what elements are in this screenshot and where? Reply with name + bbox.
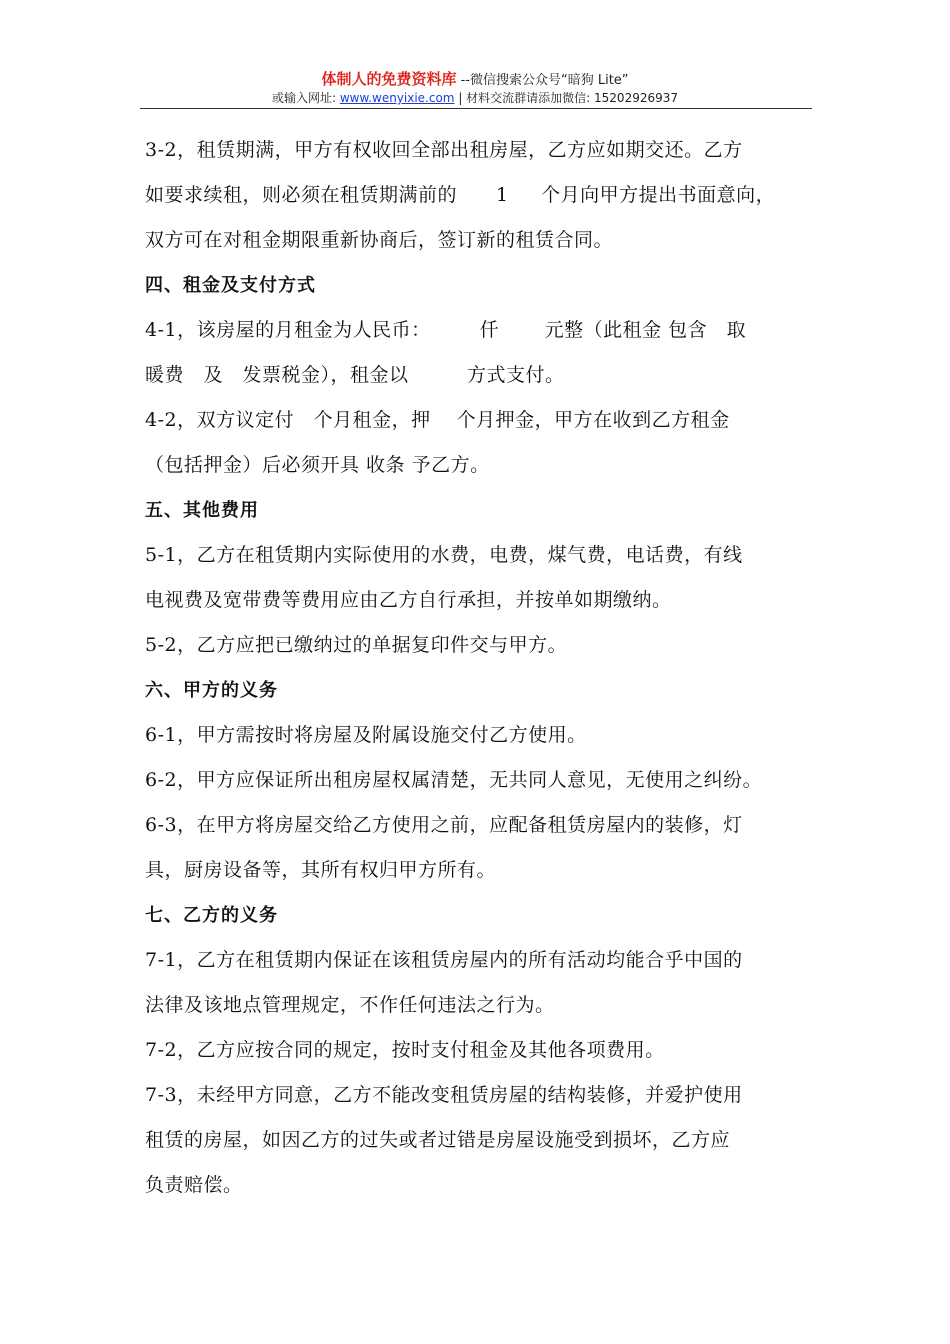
paragraph-line: 具，厨房设备等，其所有权归甲方所有。 [145, 859, 497, 881]
section-heading: 五、其他费用 [145, 500, 259, 521]
brand-title: 体制人的免费资料库 [321, 70, 457, 88]
header-title-line [0, 70, 950, 90]
header-divider [140, 108, 812, 109]
paragraph-line: 负责赔偿。 [145, 1174, 243, 1196]
paragraph-line: 电视费及宽带费等费用应由乙方自行承担，并按单如期缴纳。 [145, 589, 672, 611]
paragraph-line: 4-2，双方议定付 个月租金，押 个月押金，甲方在收到乙方租金 [145, 409, 730, 431]
contact-info: | 材料交流群请添加微信: 15202926937 [454, 91, 679, 105]
paragraph-line: （包括押金）后必须开具 收条 予乙方。 [145, 454, 490, 476]
paragraph-line: 暖费 及 发票税金），租金以 方式支付。 [145, 364, 565, 386]
paragraph-line: 法律及该地点管理规定，不作任何违法之行为。 [145, 994, 555, 1016]
url-prefix: 或输入网址: [271, 91, 340, 105]
header-contact-line [0, 90, 950, 106]
paragraph-line: 3-2，租赁期满，甲方有权收回全部出租房屋，乙方应如期交还。乙方 [145, 139, 743, 161]
paragraph-line: 6-1，甲方需按时将房屋及附属设施交付乙方使用。 [145, 724, 587, 746]
section-heading: 六、甲方的义务 [145, 680, 278, 701]
website-link[interactable]: www.wenyixie.com [339, 91, 455, 105]
header-subtitle: --微信搜索公众号“暗狗 Lite” [456, 73, 629, 88]
document-body [145, 128, 825, 1208]
paragraph-line: 7-3，未经甲方同意，乙方不能改变租赁房屋的结构装修，并爱护使用 [145, 1084, 743, 1106]
paragraph-line: 6-3，在甲方将房屋交给乙方使用之前，应配备租赁房屋内的装修，灯 [145, 814, 743, 836]
paragraph-line: 租赁的房屋，如因乙方的过失或者过错是房屋设施受到损坏，乙方应 [145, 1129, 731, 1151]
paragraph-line: 6-2，甲方应保证所出租房屋权属清楚，无共同人意见，无使用之纠纷。 [145, 769, 763, 791]
paragraph-line: 7-1，乙方在租赁期内保证在该租赁房屋内的所有活动均能合乎中国的 [145, 949, 743, 971]
section-heading: 四、租金及支付方式 [145, 275, 316, 296]
paragraph-line: 如要求续租，则必须在租赁期满前的 1 个月向甲方提出书面意向， [145, 184, 776, 206]
paragraph-line: 4-1，该房屋的月租金为人民币： 仟 元整（此租金 包含 取 [145, 319, 747, 341]
section-heading: 七、乙方的义务 [145, 905, 278, 926]
paragraph-line: 7-2，乙方应按合同的规定，按时支付租金及其他各项费用。 [145, 1039, 665, 1061]
paragraph-line: 5-2，乙方应把已缴纳过的单据复印件交与甲方。 [145, 634, 568, 656]
paragraph-line: 双方可在对租金期限重新协商后，签订新的租赁合同。 [145, 229, 614, 251]
paragraph-line: 5-1，乙方在租赁期内实际使用的水费，电费，煤气费，电话费，有线 [145, 544, 743, 566]
